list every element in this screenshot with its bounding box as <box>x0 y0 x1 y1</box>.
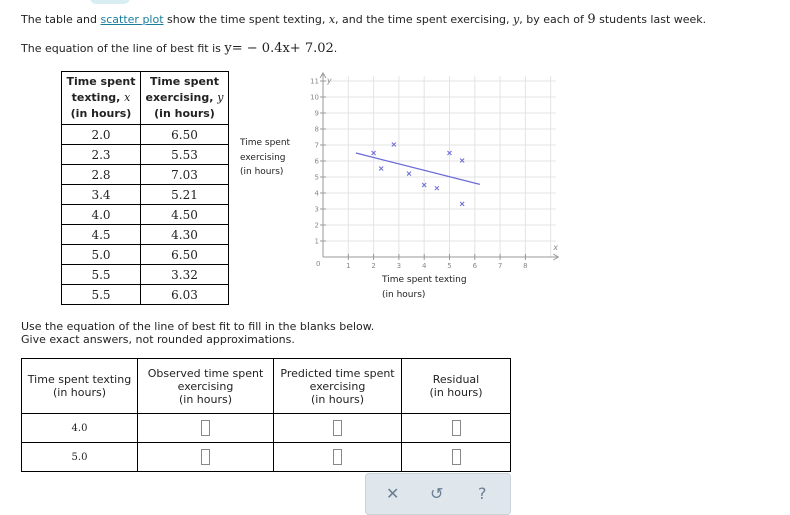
table-row <box>62 165 229 185</box>
answer-header-observed: Observed time spent exercising (in hours) <box>138 359 274 414</box>
exercising-value: 5.21 <box>141 185 229 205</box>
y-axis-label <box>240 136 290 180</box>
instruction-line: Use the equation of the line of best fit to fill in the blanks below. <box>21 320 375 333</box>
table-row <box>62 185 229 205</box>
intro-t4: students last week. <box>595 13 707 26</box>
intro-t1: show the time spent texting, <box>163 13 329 26</box>
equation-post: . <box>333 42 338 55</box>
instruction-line: Give exact answers, not rounded approximations. <box>21 333 295 346</box>
predicted-input[interactable] <box>333 449 342 465</box>
x-axis-name: x <box>553 243 558 252</box>
texting-value: 3.4 <box>62 185 141 205</box>
y-tick-label: 4 <box>314 189 319 198</box>
undo-button[interactable]: ↺ <box>430 484 444 503</box>
observed-input[interactable] <box>201 449 210 465</box>
y-tick-label: 2 <box>314 221 319 230</box>
y-tick-label: 5 <box>314 173 319 182</box>
y-label-line: exercising <box>240 152 286 163</box>
origin-label: 0 <box>316 260 321 268</box>
y-label-line: (in hours) <box>240 167 284 177</box>
table-row <box>62 265 229 285</box>
exercising-value: 6.03 <box>141 285 229 305</box>
x-tick-label: 5 <box>447 262 452 270</box>
y-tick-label: 6 <box>314 157 319 166</box>
help-button[interactable]: ? <box>478 484 487 503</box>
x-tick-label: 3 <box>396 262 402 270</box>
x-label-line: (in hours) <box>382 289 426 300</box>
intro-pre: The table and <box>21 13 101 26</box>
student-count: 9 <box>587 12 596 27</box>
y-tick-label: 1 <box>314 237 319 246</box>
var-y: y <box>513 13 520 26</box>
texting-value: 5.5 <box>62 265 141 285</box>
texting-value: 2.0 <box>62 125 141 145</box>
x-label-line: Time spent texting <box>382 275 467 285</box>
y-axis-name: y <box>327 76 332 85</box>
data-point <box>407 172 411 176</box>
y-tick-label: 11 <box>310 77 319 86</box>
table-row <box>62 285 229 305</box>
intro-t2: , and the time spent exercising, <box>335 13 514 26</box>
texting-value: 4.0 <box>22 414 138 443</box>
x-tick-label: 8 <box>523 262 528 270</box>
exercising-value: 6.50 <box>141 245 229 265</box>
exercising-value: 3.32 <box>141 265 229 285</box>
top-tab[interactable] <box>90 0 130 4</box>
table-row <box>62 125 229 145</box>
x-axis-label <box>382 273 467 302</box>
var-x: x <box>328 13 336 26</box>
equation-pre: The equation of the line of best fit is <box>21 42 225 55</box>
answer-header-residual: Residual (in hours) <box>402 359 511 414</box>
y-tick-label: 8 <box>314 125 319 134</box>
x-tick-label: 6 <box>472 262 478 270</box>
exercising-value: 5.53 <box>141 145 229 165</box>
answer-row <box>22 443 511 472</box>
texting-value: 4.5 <box>62 225 141 245</box>
texting-value: 2.8 <box>62 165 141 185</box>
texting-value: 5.0 <box>22 443 138 472</box>
exercising-value: 4.30 <box>141 225 229 245</box>
x-tick-label: 7 <box>497 262 503 270</box>
best-fit-line <box>356 153 480 184</box>
residual-input[interactable] <box>452 420 461 436</box>
x-tick-label: 4 <box>421 262 427 270</box>
observed-input[interactable] <box>201 420 210 436</box>
answer-header-predicted: Predicted time spent exercising (in hours) <box>274 359 402 414</box>
y-label-line: Time spent <box>240 138 291 148</box>
data-point <box>435 186 439 190</box>
instructions <box>21 320 374 346</box>
answer-header-texting: Time spent texting (in hours) <box>22 359 138 414</box>
x-tick-label: 2 <box>371 262 376 270</box>
table-row <box>62 245 229 265</box>
equation-formula: y= − 0.4x+ 7.02 <box>224 41 334 56</box>
header-texting: Time spent texting, x (in hours) <box>62 72 141 125</box>
texting-value: 4.0 <box>62 205 141 225</box>
texting-value: 5.0 <box>62 245 141 265</box>
table-row <box>62 225 229 245</box>
header-exercising: Time spent exercising, y (in hours) <box>141 72 229 125</box>
answer-table <box>21 358 511 472</box>
x-tick-label: 1 <box>346 262 351 270</box>
texting-value: 5.5 <box>62 285 141 305</box>
answer-toolbar <box>365 473 511 515</box>
y-tick-label: 3 <box>314 205 319 214</box>
intro-t3: , by each of <box>519 13 588 26</box>
table-row <box>62 205 229 225</box>
exercising-value: 6.50 <box>141 125 229 145</box>
exercising-value: 4.50 <box>141 205 229 225</box>
clear-button[interactable]: ✕ <box>386 484 400 503</box>
data-table <box>61 71 229 305</box>
answer-row <box>22 414 511 443</box>
scatter-plot-link[interactable]: scatter plot <box>100 13 164 26</box>
exercising-value: 7.03 <box>141 165 229 185</box>
y-tick-label: 10 <box>310 93 319 102</box>
equation-text <box>21 41 337 56</box>
table-row <box>62 145 229 165</box>
y-tick-label: 9 <box>314 109 319 118</box>
y-tick-label: 7 <box>314 141 319 150</box>
scatter-plot <box>300 70 560 275</box>
predicted-input[interactable] <box>333 420 342 436</box>
intro-text <box>21 12 706 27</box>
texting-value: 2.3 <box>62 145 141 165</box>
data-point <box>460 202 464 206</box>
residual-input[interactable] <box>452 449 461 465</box>
data-point <box>379 167 383 171</box>
